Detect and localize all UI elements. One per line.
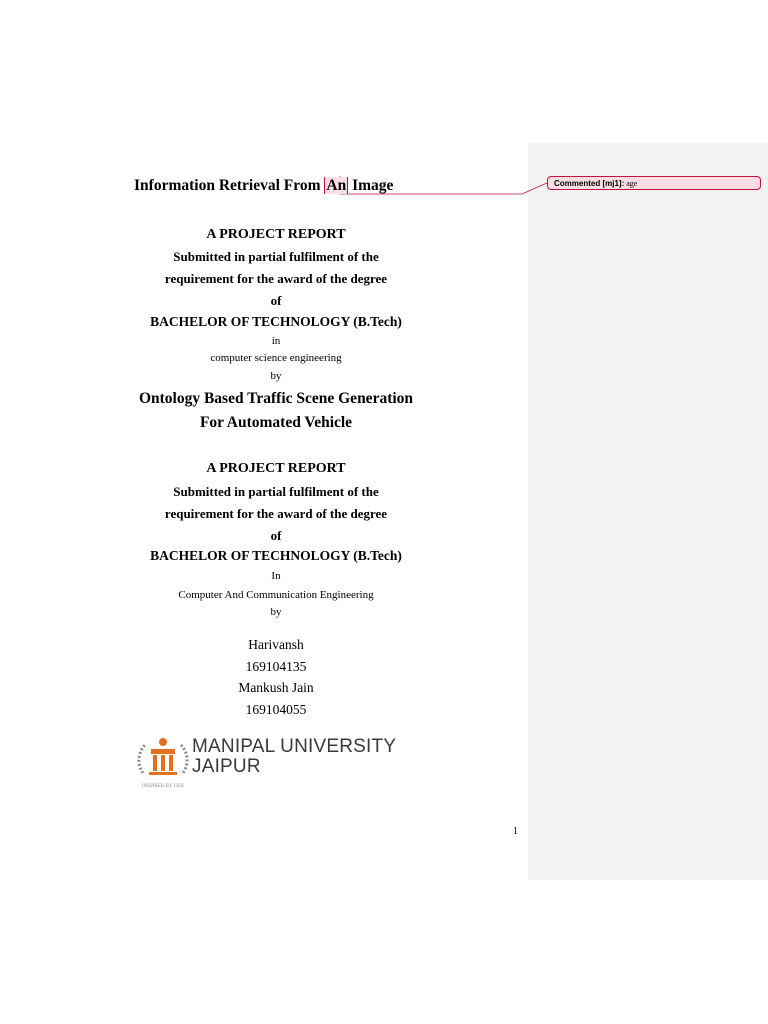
title-text-end: Image [348,177,394,194]
comment-balloon[interactable] [547,176,761,190]
project-title-line-2: For Automated Vehicle [199,414,353,431]
submission-line-1b: requirement for the award of the degree [164,271,388,286]
document-title [134,178,393,194]
title-text: Information Retrieval From [134,177,325,194]
student-id-1: 169104135 [245,659,307,674]
logo-line-1: MANIPAL UNIVERSITY [192,736,397,757]
by-2: by [270,606,282,618]
by-1: by [270,370,282,382]
project-title-line-1: Ontology Based Traffic Scene Generation [138,390,414,407]
degree-2: BACHELOR OF TECHNOLOGY (B.Tech) [150,548,402,563]
student-name-1: Harivansh [248,637,304,652]
in-2: In [271,570,281,582]
of-1: of [270,293,282,308]
report-heading-2: A PROJECT REPORT [206,461,346,476]
branch-1: computer science engineering [210,352,342,364]
student-id-2: 169104055 [245,702,307,717]
submission-line-2a: Submitted in partial fulfilment of the [173,484,379,499]
comment-text: age [626,179,638,188]
student-name-2: Mankush Jain [238,680,314,695]
logo-wordmark [192,737,396,777]
submission-line-2b: requirement for the award of the degree [164,506,388,521]
logo-line-2: JAIPUR [192,756,261,777]
commented-word-highlight[interactable]: An [326,177,347,194]
degree-1: BACHELOR OF TECHNOLOGY (B.Tech) [150,314,402,329]
of-2: of [270,528,282,543]
comment-label: Commented [mj1]: [554,179,625,188]
branch-2: Computer And Communication Engineering [178,589,374,601]
manipal-university-emblem [137,733,189,789]
report-heading-1: A PROJECT REPORT [206,227,346,242]
page-number: 1 [513,826,518,837]
in-1: in [271,335,281,347]
submission-line-1a: Submitted in partial fulfilment of the [173,249,379,264]
logo-motto: INSPIRED BY LIFE [141,784,185,789]
